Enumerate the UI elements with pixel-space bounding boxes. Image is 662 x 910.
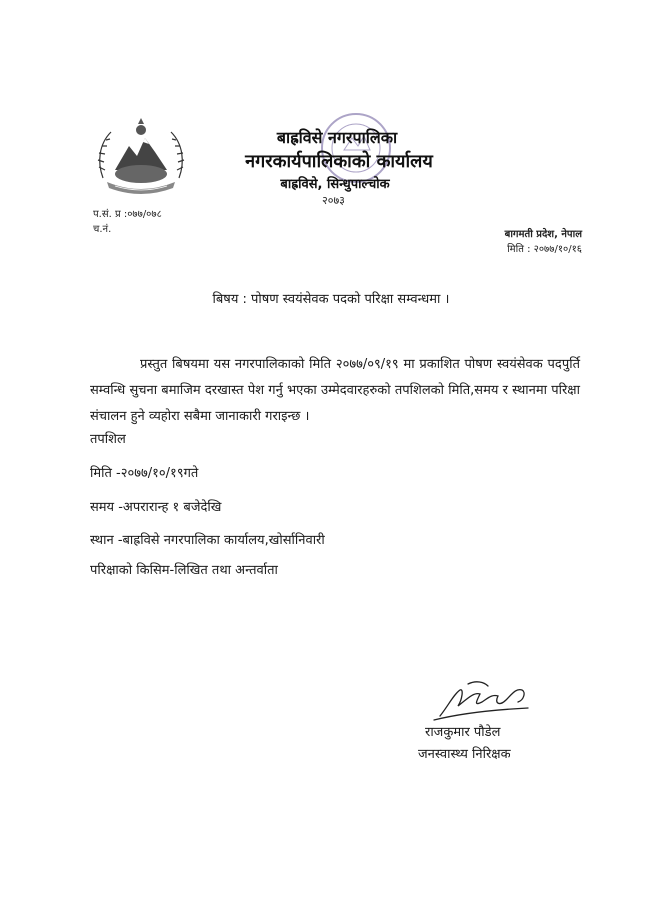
office-name: नगरकार्यपालिकाको कार्यालय [245, 151, 433, 172]
exam-place: स्थान -बाह्रविसे नगरपालिका कार्यालय,खोर्सानिवारी [90, 533, 325, 548]
office-address: बाह्रविसे, सिन्धुपाल्चोक [280, 177, 390, 192]
letter-date: मिति : २०७७/१०/१६ [507, 244, 582, 255]
body-paragraph: प्रस्तुत बिषयमा यस नगरपालिकाको मिति २०७७/०९/१९ मा प्रकाशित पोषण स्वयंसेवक पदपुर्ति सम्वन्धि सुचना बमाजिम दरखास्त पेश गर्नु भएका उम्मेदवारहरुको तपशिलको मिति,समय र स्थानमा परिक्षा संचालन हुने व्यहोरा सबैमा जानाकारी गराइन्छ । [90, 357, 580, 424]
exam-type: परिक्षाको किसिम-लिखित तथा अन्तर्वाता [90, 563, 278, 578]
reference-number: प.सं. प्र :०७७/०७८ [93, 209, 162, 220]
province-line: बागमती प्रदेश, नेपाल [504, 229, 582, 240]
established-year: २०७३ [322, 194, 345, 207]
details-heading: तपशिल [90, 432, 126, 447]
municipality-name: बाह्रविसे नगरपालिका [276, 128, 398, 147]
dispatch-number: च.नं. [93, 224, 112, 235]
signatory-title: जनस्वास्थ्य निरिक्षक [418, 747, 511, 762]
exam-date: मिति -२०७७/१०/१९गते [90, 466, 199, 481]
signatory-name: राजकुमार पौडेल [425, 725, 501, 740]
handwritten-signature-icon [428, 676, 534, 722]
letter-subject: बिषय : पोषण स्वयंसेवक पदको परिक्षा सम्वन्धमा । [212, 292, 450, 307]
exam-time: समय -अपरारान्ह १ बजेदेखि [90, 500, 222, 515]
letter-body [90, 352, 580, 430]
